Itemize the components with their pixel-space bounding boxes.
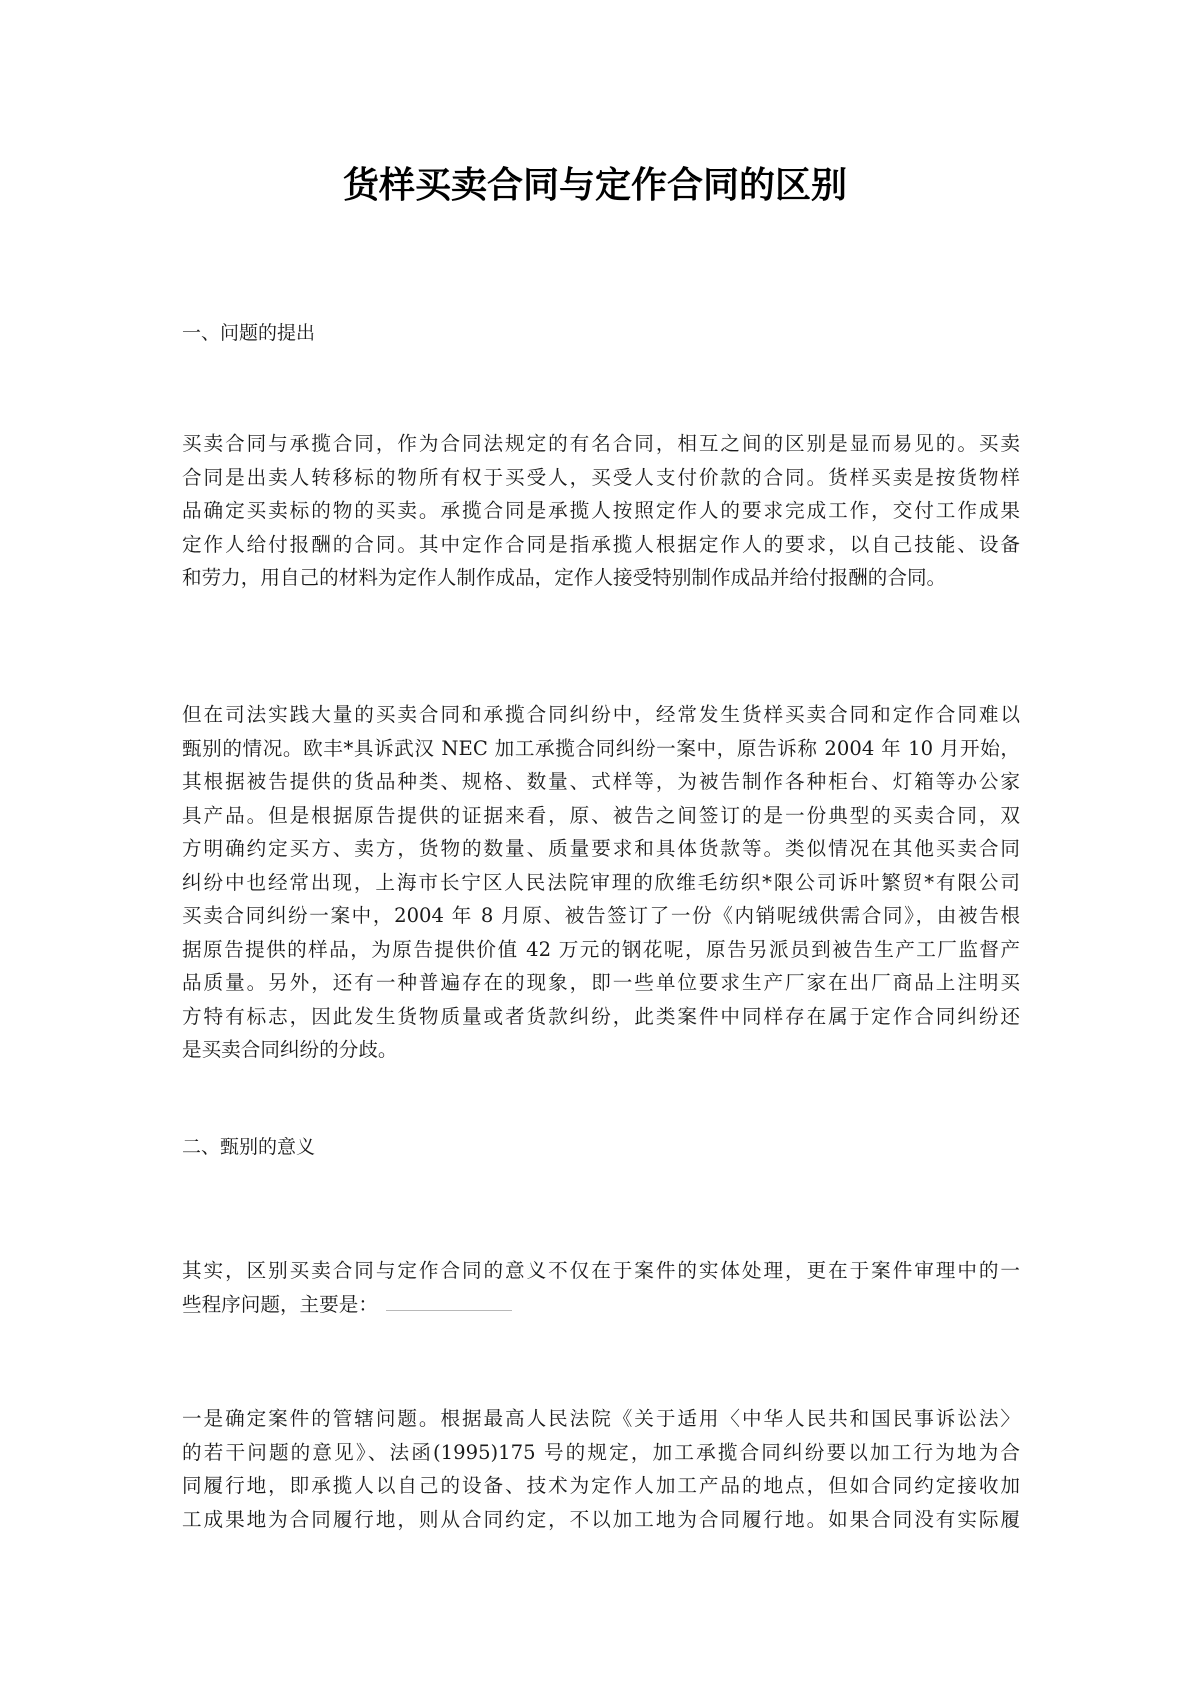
paragraph-line: 品确定买卖标的物的买卖。承揽合同是承揽人按照定作人的要求完成工作，交付工作成果	[182, 499, 1020, 522]
paragraph-cases	[182, 698, 1020, 1067]
paragraph-line: 其根据被告提供的货品种类、规格、数量、式样等，为被告制作各种柜台、灯箱等办公家	[182, 770, 1020, 793]
paragraph-line: 方特有标志，因此发生货物质量或者货款纠纷，此类案件中同样存在属于定作合同纠纷还	[182, 1004, 1020, 1028]
paragraph-line	[182, 1288, 1020, 1322]
paragraph-definitions	[182, 427, 1020, 595]
paragraph-line: 但在司法实践大量的买卖合同和承揽合同纠纷中，经常发生货样买卖合同和定作合同难以	[182, 703, 1020, 726]
paragraph-line: 是买卖合同纠纷的分歧。	[182, 1038, 398, 1061]
paragraph-line: 定作人给付报酬的合同。其中定作合同是指承揽人根据定作人的要求，以自己技能、设备	[182, 532, 1020, 556]
paragraph-line: 具产品。但是根据原告提供的证据来看，原、被告之间签订的是一份典型的买卖合同，双	[182, 803, 1020, 827]
paragraph-line: 据原告提供的样品，为原告提供价值 42 万元的钢花呢，原告另派员到被告生产工厂监督产	[182, 937, 1020, 961]
paragraph-line: 买卖合同与承揽合同，作为合同法规定的有名合同，相互之间的区别是显而易见的。买卖	[182, 432, 1020, 455]
paragraph-line: 品质量。另外，还有一种普遍存在的现象，即一些单位要求生产厂家在出厂商品上注明买	[182, 971, 1020, 994]
paragraph-line: 和劳力，用自己的材料为定作人制作成品，定作人接受特别制作成品并给付报酬的合同。	[182, 566, 947, 589]
paragraph-line: 方明确约定买方、卖方，货物的数量、质量要求和具体货款等。类似情况在其他买卖合同	[182, 837, 1020, 860]
paragraph-line: 一是确定案件的管辖问题。根据最高人民法院《关于适用〈中华人民共和国民事诉讼法〉	[182, 1407, 1020, 1430]
paragraph-line: 买卖合同纠纷一案中，2004 年 8 月原、被告签订了一份《内销呢绒供需合同》，由被告根	[182, 904, 1020, 927]
paragraph-line: 其实，区别买卖合同与定作合同的意义不仅在于案件的实体处理，更在于案件审理中的一	[182, 1259, 1020, 1282]
paragraph-line: 的若干问题的意见》、法函(1995)175 号的规定，加工承揽合同纠纷要以加工行为地为合	[182, 1440, 1020, 1464]
paragraph-jurisdiction	[182, 1402, 1020, 1536]
section-heading-1: 一、问题的提出	[182, 322, 316, 344]
section-heading-2: 二、甄别的意义	[182, 1136, 316, 1158]
paragraph-line: 同履行地，即承揽人以自己的设备、技术为定作人加工产品的地点，但如合同约定接收加	[182, 1474, 1020, 1497]
paragraph-line: 工成果地为合同履行地，则从合同约定，不以加工地为合同履行地。如果合同没有实际履	[182, 1507, 1020, 1531]
blank-underline	[386, 1288, 512, 1311]
paragraph-line: 纠纷中也经常出现，上海市长宁区人民法院审理的欣维毛纺织*限公司诉叶繁贸*有限公司	[182, 870, 1020, 894]
document-title: 货样买卖合同与定作合同的区别	[342, 165, 847, 206]
paragraph-line-text: 些程序问题，主要是：	[182, 1292, 378, 1316]
paragraph-line: 合同是出卖人转移标的物所有权于买受人，买受人支付价款的合同。货样买卖是按货物样	[182, 465, 1020, 489]
paragraph-significance	[182, 1254, 1020, 1321]
paragraph-line: 甄别的情况。欧丰*具诉武汉 NEC 加工承揽合同纠纷一案中，原告诉称 2004 年 10 月开始，	[182, 736, 1020, 760]
